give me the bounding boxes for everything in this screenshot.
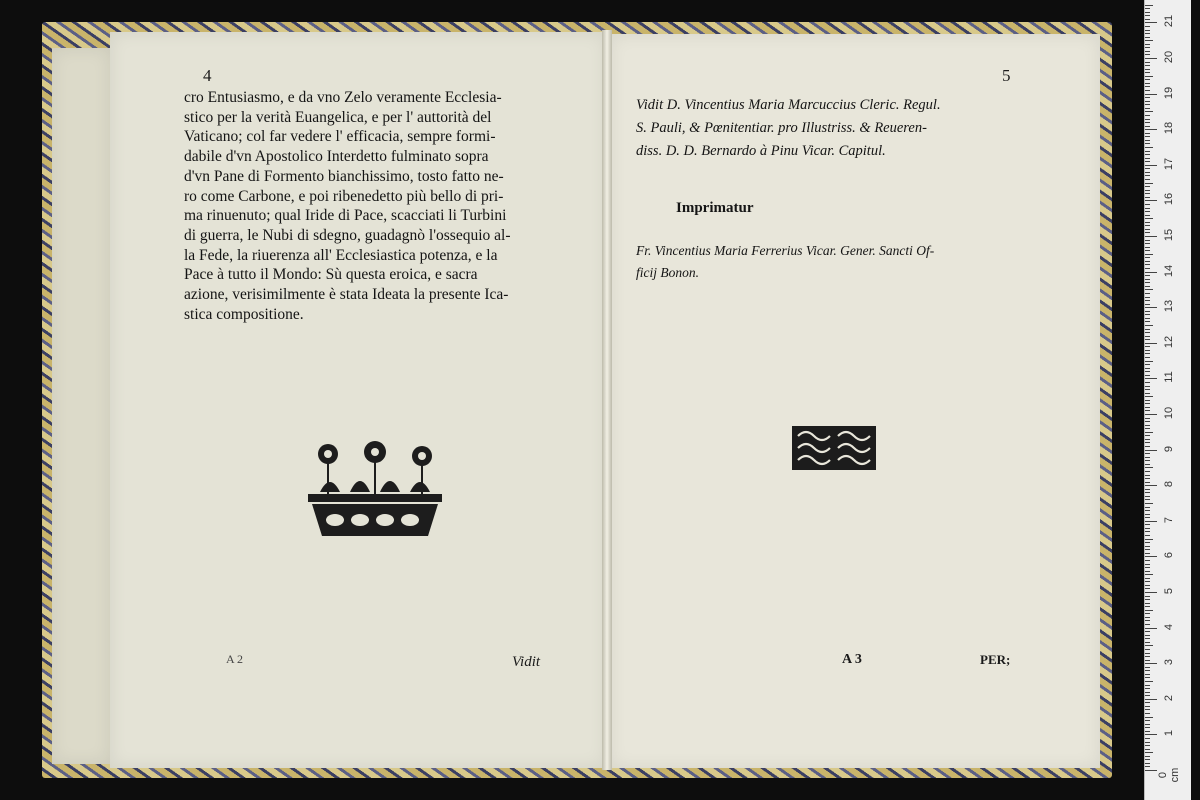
ruler-tick — [1145, 421, 1150, 422]
ruler-tick — [1145, 108, 1150, 109]
ruler-tick — [1145, 275, 1150, 276]
ruler-tick — [1145, 531, 1150, 532]
ruler-tick — [1145, 286, 1150, 287]
ruler-tick — [1145, 133, 1150, 134]
ruler-tick — [1145, 257, 1150, 258]
ruler-tick — [1145, 168, 1150, 169]
ruler-tick — [1145, 190, 1150, 191]
flower-basket-ornament — [300, 432, 450, 544]
ruler-tick — [1145, 467, 1153, 468]
ruler-tick — [1145, 215, 1150, 216]
ruler-tick — [1145, 503, 1153, 504]
text-line: Vaticano; col far vedere l' efficacia, sempre formi- — [184, 128, 496, 146]
ruler-tick — [1145, 229, 1150, 230]
text-line: Pace à tutto il Mondo: Sù questa eroica, e sacra — [184, 266, 478, 284]
ruler-tick — [1145, 101, 1150, 102]
ruler-tick — [1145, 581, 1150, 582]
ruler-tick — [1145, 606, 1150, 607]
ruler-label: 20 — [1163, 50, 1175, 64]
text-line: stica compositione. — [184, 305, 304, 323]
ruler-tick — [1145, 734, 1157, 735]
ruler-tick — [1145, 446, 1150, 447]
signature-mark-right: A 3 — [842, 652, 862, 667]
ruler-tick — [1145, 382, 1150, 383]
ruler-tick — [1145, 40, 1153, 41]
ruler-tick — [1145, 200, 1157, 201]
ruler-label: 12 — [1163, 335, 1175, 348]
ruler-tick — [1145, 457, 1150, 458]
ruler-label: 7 — [1163, 516, 1175, 523]
ruler-tick — [1145, 720, 1150, 721]
ruler-tick — [1145, 111, 1153, 112]
ruler-tick — [1145, 763, 1150, 764]
ruler-tick — [1145, 350, 1150, 351]
ruler-tick — [1145, 225, 1150, 226]
ruler-tick — [1145, 325, 1153, 326]
ruler-tick — [1145, 389, 1150, 390]
ruler-tick — [1145, 243, 1150, 244]
ruler-tick — [1145, 489, 1150, 490]
ruler-tick — [1145, 749, 1150, 750]
ruler-tick — [1145, 393, 1150, 394]
ruler-label: 2 — [1163, 694, 1175, 701]
ruler-tick — [1145, 564, 1150, 565]
ruler-tick — [1145, 450, 1157, 451]
ruler-tick — [1145, 553, 1150, 554]
ruler-tick — [1145, 140, 1150, 141]
ruler-tick — [1145, 717, 1153, 718]
ruler-tick — [1145, 585, 1150, 586]
ruler-tick — [1145, 15, 1150, 16]
ruler-label: 15 — [1163, 228, 1175, 242]
ruler-tick — [1145, 179, 1150, 180]
ruler-tick — [1145, 346, 1150, 347]
ruler-tick — [1145, 624, 1150, 625]
ruler-tick — [1145, 357, 1150, 358]
ruler-tick — [1145, 660, 1150, 661]
ruler-tick — [1145, 435, 1150, 436]
page-number-left: 4 — [203, 66, 212, 85]
ruler-label: 14 — [1163, 264, 1175, 277]
ruler-tick — [1145, 33, 1150, 34]
left-body-text — [184, 88, 584, 324]
ruler-tick — [1145, 517, 1150, 518]
ruler-tick — [1145, 731, 1150, 732]
ruler-tick — [1145, 47, 1150, 48]
ruler-tick — [1145, 26, 1150, 27]
ruler-tick — [1145, 677, 1150, 678]
ruler-tick — [1145, 742, 1150, 743]
ruler-tick — [1145, 556, 1157, 557]
ruler-tick — [1145, 727, 1150, 728]
ruler-tick — [1145, 514, 1150, 515]
ruler-tick — [1145, 129, 1157, 130]
left-flyleaf — [52, 48, 112, 764]
ruler-tick — [1145, 653, 1150, 654]
ruler-tick — [1145, 535, 1150, 536]
ruler-tick — [1145, 667, 1150, 668]
ruler-tick — [1145, 475, 1150, 476]
ruler-tick — [1145, 311, 1150, 312]
ruler-tick — [1145, 115, 1150, 116]
ruler-tick — [1145, 332, 1150, 333]
ruler-tick — [1145, 770, 1157, 771]
ruler-tick — [1145, 685, 1150, 686]
ruler-tick — [1145, 403, 1150, 404]
ruler-tick — [1145, 610, 1153, 611]
ruler-tick — [1145, 631, 1150, 632]
ruler-tick — [1145, 321, 1150, 322]
ruler-tick — [1145, 670, 1150, 671]
ruler-tick — [1145, 418, 1150, 419]
ruler-label: 9 — [1163, 445, 1175, 452]
ruler-tick — [1145, 368, 1150, 369]
ruler-label: 21 — [1163, 15, 1175, 28]
ruler-tick — [1145, 250, 1150, 251]
ruler-tick — [1145, 204, 1150, 205]
ruler-tick — [1145, 478, 1150, 479]
ruler-tick — [1145, 756, 1150, 757]
ruler-tick — [1145, 638, 1150, 639]
text-line: stico per la verità Euangelica, e per l' auttorità del — [184, 108, 492, 126]
measurement-ruler — [1144, 0, 1191, 800]
ruler-tick — [1145, 104, 1150, 105]
ruler-tick — [1145, 706, 1150, 707]
ruler-tick — [1145, 453, 1150, 454]
ruler-tick — [1145, 603, 1150, 604]
ruler-tick — [1145, 425, 1150, 426]
ruler-tick — [1145, 8, 1150, 9]
ruler-tick — [1145, 126, 1150, 127]
ruler-tick — [1145, 165, 1157, 166]
book-gutter — [602, 30, 612, 770]
ruler-tick — [1145, 83, 1150, 84]
ruler-tick — [1145, 161, 1150, 162]
ruler-tick — [1145, 499, 1150, 500]
ruler-tick — [1145, 371, 1150, 372]
ruler-tick — [1145, 254, 1153, 255]
ruler-tick — [1145, 343, 1157, 344]
ruler-tick — [1145, 297, 1150, 298]
ruler-tick — [1145, 236, 1157, 237]
ruler-label: 18 — [1163, 122, 1175, 135]
ruler-tick — [1145, 175, 1150, 176]
ruler-tick — [1145, 428, 1150, 429]
ruler-tick — [1145, 289, 1153, 290]
ruler-tick — [1145, 218, 1153, 219]
ruler-tick — [1145, 738, 1150, 739]
ruler-tick — [1145, 65, 1150, 66]
catchword-right: PER; — [980, 652, 1011, 667]
ruler-tick — [1145, 542, 1150, 543]
ruler-tick — [1145, 119, 1150, 120]
ruler-tick — [1145, 549, 1150, 550]
ruler-tick — [1145, 663, 1157, 664]
ruler-tick — [1145, 364, 1150, 365]
ruler-tick — [1145, 620, 1150, 621]
ruler-tick — [1145, 410, 1150, 411]
text-line: ro come Carbone, e poi ribenedetto più bello di pri- — [184, 187, 504, 205]
ruler-tick — [1145, 58, 1157, 59]
text-line: la Fede, la riuerenza all' Ecclesiastica potenza, e la — [184, 246, 498, 264]
ruler-tick — [1145, 460, 1150, 461]
ruler-tick — [1145, 12, 1150, 13]
ruler-tick — [1145, 247, 1150, 248]
vidit-approval — [636, 94, 1056, 163]
ruler-tick — [1145, 279, 1150, 280]
ruler-tick — [1145, 304, 1150, 305]
ruler-label: 8 — [1163, 481, 1175, 488]
ruler-tick — [1145, 232, 1150, 233]
text-line: Vidit D. Vincentius Maria Marcuccius Cleric. Regul. — [636, 97, 941, 113]
ruler-label: 1 — [1163, 730, 1175, 737]
ruler-label: 4 — [1163, 623, 1175, 630]
ruler-tick — [1145, 329, 1150, 330]
ruler-tick — [1145, 339, 1150, 340]
ruler-tick — [1145, 471, 1150, 472]
ruler-tick — [1145, 30, 1150, 31]
ruler-tick — [1145, 51, 1150, 52]
ruler-tick — [1145, 336, 1150, 337]
ruler-tick — [1145, 282, 1150, 283]
ruler-tick — [1145, 688, 1150, 689]
ruler-tick — [1145, 86, 1150, 87]
ruler-tick — [1145, 151, 1150, 152]
ruler-tick — [1145, 645, 1153, 646]
text-line: ma rinuenuto; qual Iride di Pace, scacciati li Turbini — [184, 207, 507, 225]
ruler-tick — [1145, 94, 1157, 95]
ruler-tick — [1145, 439, 1150, 440]
ruler-tick — [1145, 649, 1150, 650]
ruler-tick — [1145, 432, 1153, 433]
ruler-tick — [1145, 510, 1150, 511]
ruler-tick — [1145, 90, 1150, 91]
ruler-tick — [1145, 79, 1150, 80]
ruler-tick — [1145, 442, 1150, 443]
ruler-tick — [1145, 44, 1150, 45]
ruler-tick — [1145, 599, 1150, 600]
ruler-tick — [1145, 314, 1150, 315]
ruler-tick — [1145, 596, 1150, 597]
ruler-tick — [1145, 261, 1150, 262]
ruler-tick — [1145, 97, 1150, 98]
ruler-tick — [1145, 628, 1157, 629]
ruler-tick — [1145, 293, 1150, 294]
ruler-tick — [1145, 752, 1153, 753]
ruler-tick — [1145, 240, 1150, 241]
ruler-label: 5 — [1163, 587, 1175, 595]
ruler-tick — [1145, 485, 1157, 486]
ruler-tick — [1145, 713, 1150, 714]
ruler-tick — [1145, 307, 1157, 308]
catchword-left: Vidit — [512, 654, 541, 670]
ruler-tick — [1145, 574, 1153, 575]
ruler-label: 0 cm — [1157, 767, 1181, 783]
ruler-tick — [1145, 592, 1157, 593]
ruler-tick — [1145, 617, 1150, 618]
ruler-tick — [1145, 546, 1150, 547]
ruler-tick — [1145, 745, 1150, 746]
ruler-tick — [1145, 158, 1150, 159]
ruler-tick — [1145, 528, 1150, 529]
ruler-tick — [1145, 492, 1150, 493]
ruler-tick — [1145, 766, 1150, 767]
ruler-tick — [1145, 407, 1150, 408]
ruler-tick — [1145, 759, 1150, 760]
ruler-tick — [1145, 54, 1150, 55]
ruler-tick — [1145, 186, 1150, 187]
ruler-tick — [1145, 400, 1150, 401]
ruler-tick — [1145, 211, 1150, 212]
ruler-tick — [1145, 353, 1150, 354]
ruler-tick — [1145, 222, 1150, 223]
ruler-tick — [1145, 172, 1150, 173]
ruler-tick — [1145, 69, 1150, 70]
text-line: dabile d'vn Apostolico Interdetto fulminato sopra — [184, 148, 489, 166]
ruler-tick — [1145, 386, 1150, 387]
ruler-tick — [1145, 613, 1150, 614]
text-line: ficij Bonon. — [636, 265, 699, 280]
ruler-tick — [1145, 22, 1157, 23]
ruler-tick — [1145, 272, 1157, 273]
ruler-tick — [1145, 300, 1150, 301]
ruler-tick — [1145, 709, 1150, 710]
ruler-label: 19 — [1163, 86, 1175, 99]
ruler-tick — [1145, 521, 1157, 522]
ruler-tick — [1145, 318, 1150, 319]
text-line: di guerra, le Nubi di sdegno, guadagnò l'ossequio al- — [184, 226, 511, 244]
ruler-tick — [1145, 183, 1153, 184]
ruler-tick — [1145, 681, 1153, 682]
ruler-tick — [1145, 560, 1150, 561]
ruler-tick — [1145, 695, 1150, 696]
ruler-tick — [1145, 571, 1150, 572]
ruler-tick — [1145, 5, 1153, 6]
ruler-tick — [1145, 378, 1157, 379]
ruler-tick — [1145, 19, 1150, 20]
ruler-tick — [1145, 361, 1153, 362]
ruler-tick — [1145, 268, 1150, 269]
ruler-tick — [1145, 702, 1150, 703]
ruler-tick — [1145, 396, 1153, 397]
text-line: Fr. Vincentius Maria Ferrerius Vicar. Gener. Sancti Of- — [636, 243, 935, 258]
ruler-tick — [1145, 539, 1153, 540]
ruler-tick — [1145, 699, 1157, 700]
ruler-tick — [1145, 208, 1150, 209]
ruler-label: 13 — [1163, 300, 1175, 313]
text-line: S. Pauli, & Pœnitentiar. pro Illustriss. & Reueren- — [636, 120, 927, 136]
ruler-tick — [1145, 464, 1150, 465]
ruler-tick — [1145, 264, 1150, 265]
ruler-tick — [1145, 37, 1150, 38]
ruler-tick — [1145, 154, 1150, 155]
ruler-tick — [1145, 507, 1150, 508]
ruler-tick — [1145, 692, 1150, 693]
ruler-tick — [1145, 635, 1150, 636]
ruler-tick — [1145, 482, 1150, 483]
page-number-right: 5 — [1002, 66, 1011, 85]
ruler-tick — [1145, 656, 1150, 657]
imprimatur-signatory — [636, 240, 1056, 284]
ruler-tick — [1145, 524, 1150, 525]
ruler-tick — [1145, 122, 1150, 123]
ruler-tick — [1145, 143, 1150, 144]
ruler-tick — [1145, 62, 1150, 63]
printers-ornament — [792, 426, 876, 470]
ruler-tick — [1145, 193, 1150, 194]
ruler-tick — [1145, 72, 1150, 73]
text-line: cro Entusiasmo, e da vno Zelo veramente Ecclesia- — [184, 89, 502, 106]
imprimatur-heading: Imprimatur — [676, 200, 754, 216]
text-line: d'vn Pane di Formento bianchissimo, tosto fatto ne- — [184, 167, 504, 185]
ruler-tick — [1145, 136, 1150, 137]
ruler-label: 6 — [1163, 552, 1175, 559]
ruler-label: 10 — [1163, 406, 1175, 420]
signature-mark-left: A 2 — [226, 652, 244, 666]
ruler-label: 17 — [1163, 157, 1175, 170]
ruler-label: 16 — [1163, 193, 1175, 206]
ruler-tick — [1145, 197, 1150, 198]
ruler-tick — [1145, 642, 1150, 643]
ruler-tick — [1145, 375, 1150, 376]
ruler-tick — [1145, 578, 1150, 579]
ruler-tick — [1145, 76, 1153, 77]
ruler-label: 3 — [1163, 659, 1175, 666]
ruler-tick — [1145, 147, 1153, 148]
text-line: diss. D. D. Bernardo à Pinu Vicar. Capitul. — [636, 143, 886, 159]
ruler-label: 11 — [1163, 371, 1175, 384]
ruler-tick — [1145, 674, 1150, 675]
ruler-tick — [1145, 567, 1150, 568]
ruler-tick — [1145, 496, 1150, 497]
ruler-tick — [1145, 414, 1157, 415]
text-line: azione, verisimilmente è stata Ideata la presente Ica- — [184, 286, 509, 304]
ruler-tick — [1145, 724, 1150, 725]
ruler-tick — [1145, 588, 1150, 589]
